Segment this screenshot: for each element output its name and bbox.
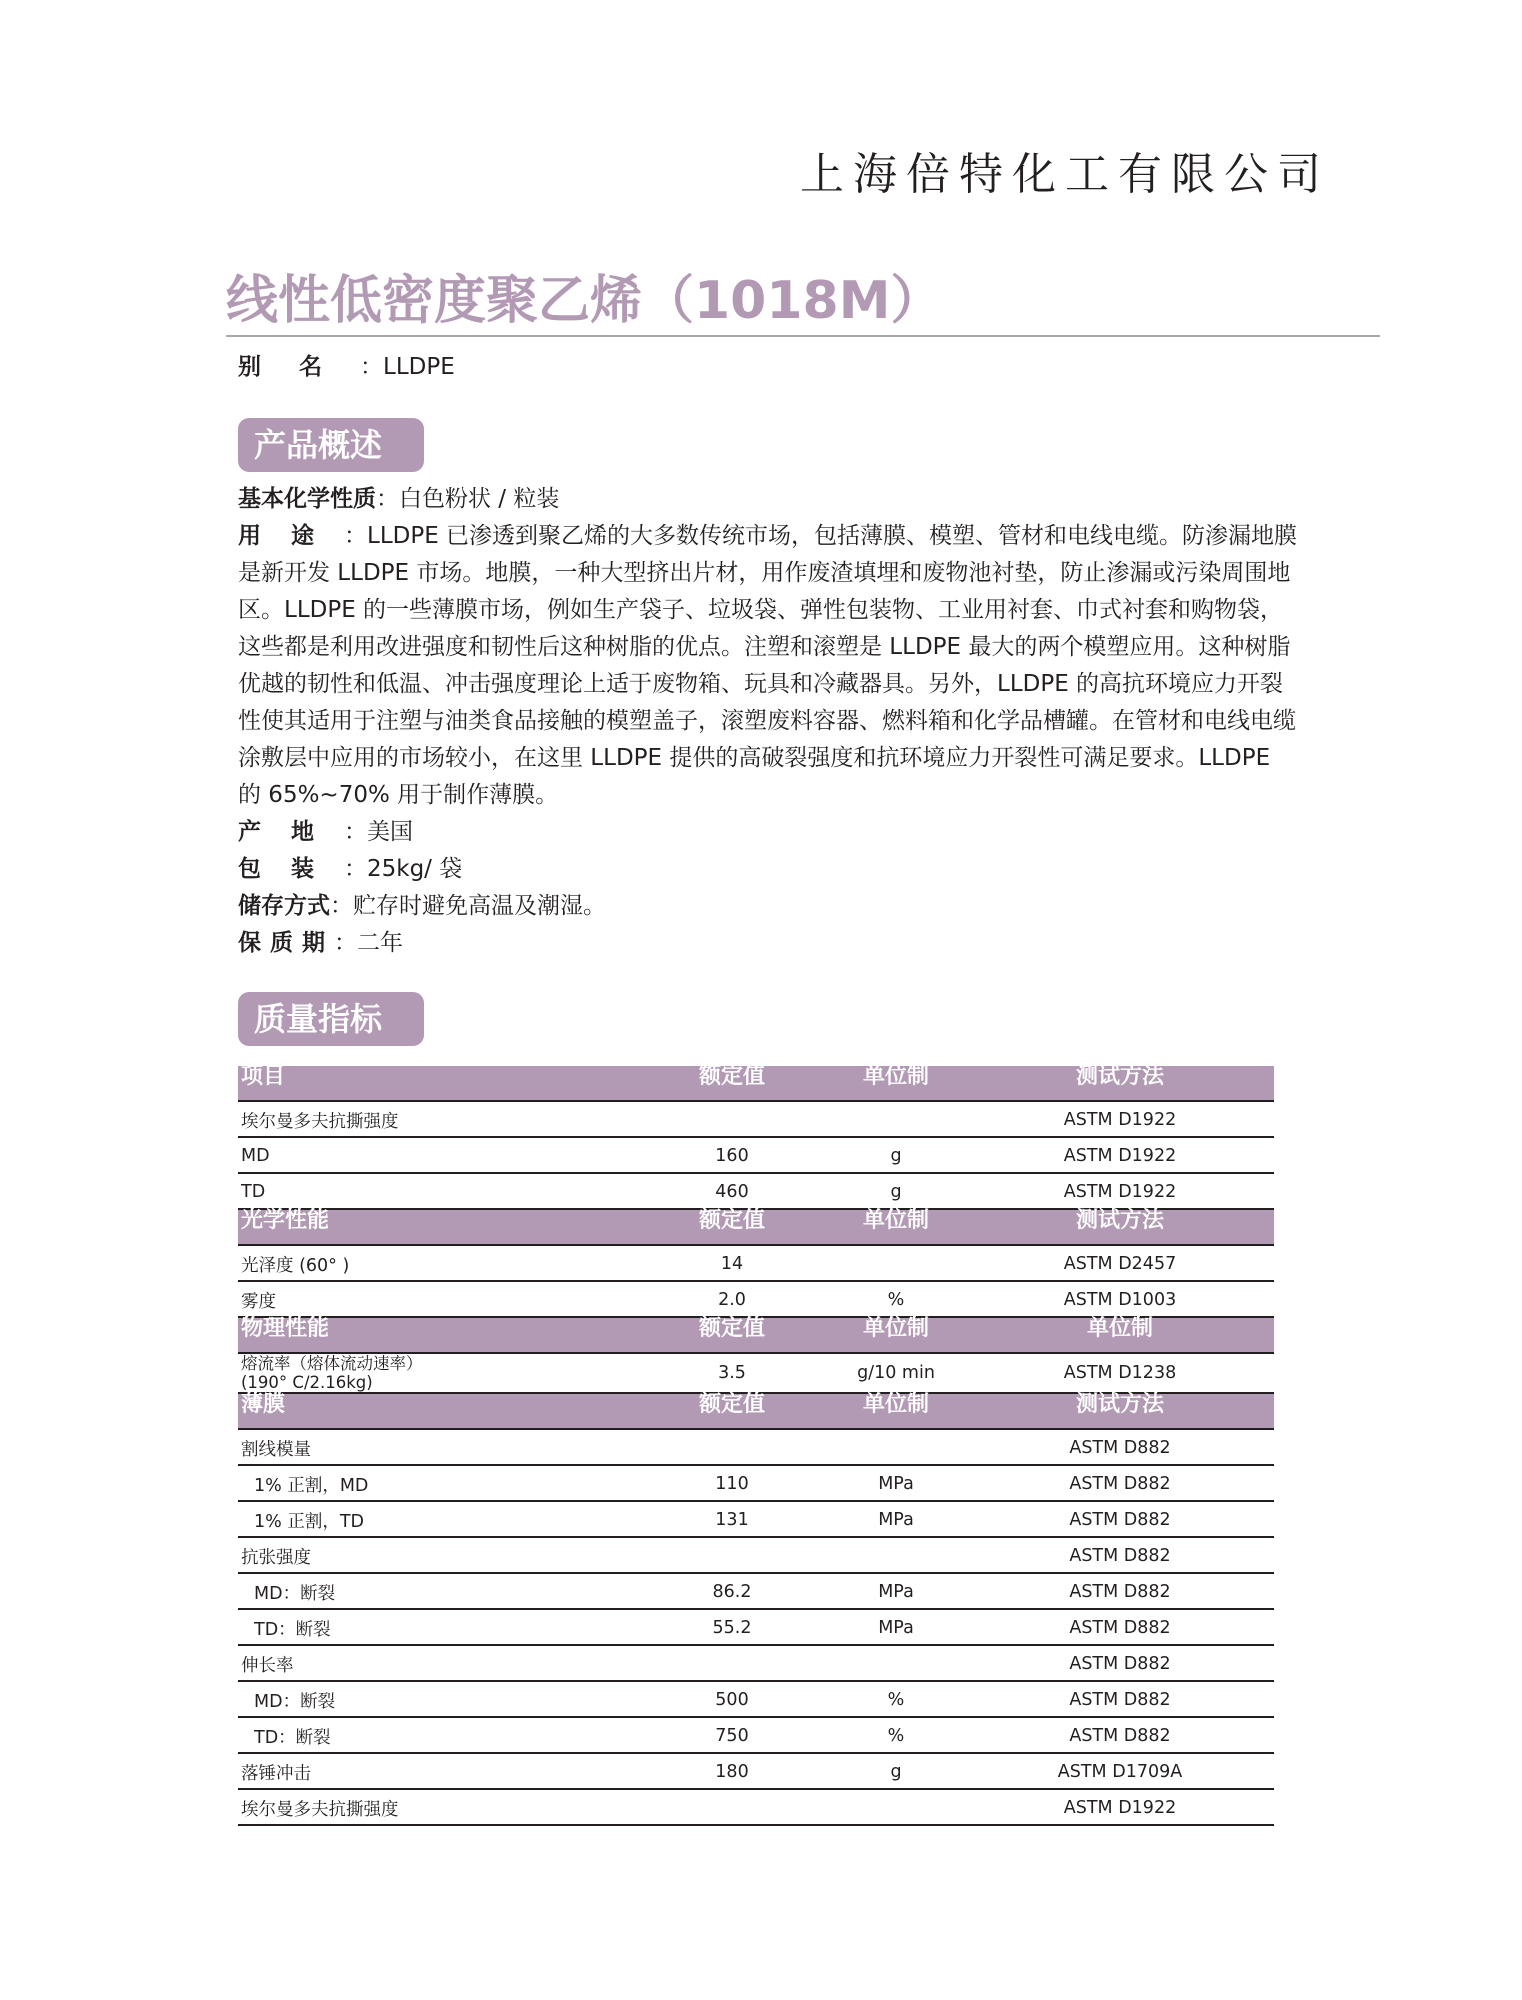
table-header-cell: 单位制 [826, 1066, 966, 1101]
table-cell: ASTM D882 [966, 1537, 1274, 1573]
table-cell [826, 1645, 966, 1681]
table-cell: TD：断裂 [238, 1717, 638, 1753]
table-cell: ASTM D1709A [966, 1753, 1274, 1789]
table-header-cell: 额定值 [638, 1317, 826, 1353]
shelf-life-line [238, 925, 1298, 962]
table-row [238, 1789, 1274, 1825]
table-row [238, 1465, 1274, 1501]
table-cell: ASTM D1922 [966, 1137, 1274, 1173]
table-header-row [238, 1317, 1274, 1353]
table-cell: MPa [826, 1573, 966, 1609]
table-cell [638, 1645, 826, 1681]
alias-value: ：LLDPE [360, 354, 455, 380]
table-cell: ASTM D1922 [966, 1789, 1274, 1825]
table-cell: g [826, 1753, 966, 1789]
table-cell [826, 1537, 966, 1573]
table-cell: ASTM D1922 [966, 1173, 1274, 1209]
table-header-cell: 项目 [238, 1066, 638, 1101]
origin-label: 产地 [238, 819, 344, 845]
table-cell [638, 1789, 826, 1825]
table-row [238, 1429, 1274, 1465]
shelf-life-value: ：二年 [334, 930, 403, 956]
storage-value: ：贮存时避免高温及潮湿。 [330, 893, 606, 919]
table-cell: ASTM D1003 [966, 1281, 1274, 1317]
table-cell: ASTM D882 [966, 1465, 1274, 1501]
table-cell: ASTM D882 [966, 1645, 1274, 1681]
table-cell: ASTM D882 [966, 1501, 1274, 1537]
origin-value: ：美国 [344, 819, 413, 845]
table-row [238, 1501, 1274, 1537]
storage-line [238, 888, 1298, 925]
table-row [238, 1245, 1274, 1281]
table-header-cell: 单位制 [826, 1317, 966, 1353]
table-cell: 割线模量 [238, 1429, 638, 1465]
table-header-row [238, 1209, 1274, 1245]
basic-property-line [238, 481, 1298, 518]
table-cell: 55.2 [638, 1609, 826, 1645]
table-header-cell: 测试方法 [966, 1209, 1274, 1245]
basic-property-value: ：白色粉状 / 粒装 [376, 486, 560, 512]
quality-table [238, 1066, 1274, 1826]
table-row [238, 1573, 1274, 1609]
table-cell: 180 [638, 1753, 826, 1789]
table-cell: g/10 min [826, 1353, 966, 1393]
table-cell: ASTM D1922 [966, 1101, 1274, 1137]
use-paragraph [238, 518, 1298, 814]
table-cell: % [826, 1281, 966, 1317]
table-header-cell: 光学性能 [238, 1209, 638, 1245]
table-cell: MPa [826, 1609, 966, 1645]
table-cell [826, 1429, 966, 1465]
table-cell: 伸长率 [238, 1645, 638, 1681]
table-cell: ASTM D1238 [966, 1353, 1274, 1393]
table-header-cell: 单位制 [826, 1393, 966, 1429]
packaging-line [238, 851, 1298, 888]
table-row [238, 1353, 1274, 1393]
table-cell: 1% 正割，TD [238, 1501, 638, 1537]
table-cell: 埃尔曼多夫抗撕强度 [238, 1789, 638, 1825]
table-row [238, 1537, 1274, 1573]
melt-flow-label: 熔流率（熔体流动速率） [241, 1354, 423, 1373]
table-cell: 雾度 [238, 1281, 638, 1317]
table-cell: 光泽度 (60° ) [238, 1245, 638, 1281]
table-row [238, 1173, 1274, 1209]
table-cell [826, 1789, 966, 1825]
storage-label: 储存方式 [238, 893, 330, 919]
table-cell: 埃尔曼多夫抗撕强度 [238, 1101, 638, 1137]
table-cell: % [826, 1717, 966, 1753]
table-row [238, 1645, 1274, 1681]
table-cell: 14 [638, 1245, 826, 1281]
table-row [238, 1137, 1274, 1173]
basic-property-label: 基本化学性质 [238, 486, 376, 512]
company-name: 上海倍特化工有限公司 [800, 149, 1330, 200]
table-cell: 3.5 [638, 1353, 826, 1393]
overview-heading: 产品概述 [238, 418, 424, 472]
table-cell: MD：断裂 [238, 1681, 638, 1717]
table-header-cell: 单位制 [966, 1317, 1274, 1353]
melt-flow-condition: (190° C/2.16kg) [241, 1373, 373, 1392]
packaging-value: ：25kg/ 袋 [344, 856, 463, 882]
table-cell: MPa [826, 1465, 966, 1501]
table-row [238, 1717, 1274, 1753]
table-cell: 2.0 [638, 1281, 826, 1317]
table-cell [638, 1537, 826, 1573]
table-row [238, 1101, 1274, 1137]
table-cell: MPa [826, 1501, 966, 1537]
table-row [238, 1753, 1274, 1789]
table-cell: 86.2 [638, 1573, 826, 1609]
table-header-cell: 物理性能 [238, 1317, 638, 1353]
table-cell: TD [238, 1173, 638, 1209]
table-row [238, 1609, 1274, 1645]
table-cell: 160 [638, 1137, 826, 1173]
table-header-row [238, 1066, 1274, 1101]
quality-table-body [238, 1066, 1274, 1825]
overview-section [238, 481, 1298, 962]
packaging-label: 包装 [238, 856, 344, 882]
table-header-cell: 测试方法 [966, 1393, 1274, 1429]
table-cell [638, 1101, 826, 1137]
table-cell: ASTM D882 [966, 1717, 1274, 1753]
table-cell: % [826, 1681, 966, 1717]
use-label: 用途 [238, 523, 344, 549]
table-header-cell: 薄膜 [238, 1393, 638, 1429]
table-cell: 750 [638, 1717, 826, 1753]
table-cell: ASTM D2457 [966, 1245, 1274, 1281]
table-cell: g [826, 1173, 966, 1209]
table-header-cell: 测试方法 [966, 1066, 1274, 1101]
table-cell: TD：断裂 [238, 1609, 638, 1645]
origin-line [238, 814, 1298, 851]
table-cell: 110 [638, 1465, 826, 1501]
alias-line [238, 348, 455, 381]
product-title: 线性低密度聚乙烯（1018M） [226, 271, 943, 331]
table-header-cell: 额定值 [638, 1066, 826, 1101]
use-text: ：LLDPE 已渗透到聚乙烯的大多数传统市场，包括薄膜、模塑、管材和电线电缆。防渗漏地膜是新开发 LLDPE 市场。地膜，一种大型挤出片材，用作废渣填埋和废物池衬垫，防止渗漏或污染周围地区。LLDPE 的一些薄膜市场，例如生产袋子、垃圾袋、弹性包装物、工业用衬套、巾式衬套和购物袋，这些都是利用改进强度和韧性后这种树脂的优点。注塑和滚塑是 LLDPE 最大的两个模塑应用。这种树脂优越的韧性和低温、冲击强度理论上适于废物箱、玩具和冷藏器具。另外，LLDPE 的高抗环境应力开裂性使其适用于注塑与油类食品接触的模塑盖子，滚塑废料容器、燃料箱和化学品槽罐。在管材和电线电缆涂敷层中应用的市场较小，在这里 LLDPE 提供的高破裂强度和抗环境应力开裂性可满足要求。LLDPE 的 65%~70% 用于制作薄膜。 [238, 523, 1298, 808]
table-row [238, 1681, 1274, 1717]
table-header-cell: 额定值 [638, 1209, 826, 1245]
quality-heading: 质量指标 [238, 992, 424, 1046]
shelf-life-label: 保质期 [238, 930, 334, 956]
table-cell: 131 [638, 1501, 826, 1537]
table-cell: 500 [638, 1681, 826, 1717]
table-cell [826, 1245, 966, 1281]
table-cell [826, 1101, 966, 1137]
alias-label: 别名 [238, 354, 360, 380]
table-cell: 1% 正割，MD [238, 1465, 638, 1501]
table-cell: 460 [638, 1173, 826, 1209]
table-cell: ASTM D882 [966, 1681, 1274, 1717]
table-header-cell: 单位制 [826, 1209, 966, 1245]
table-cell: 落锤冲击 [238, 1753, 638, 1789]
table-cell: 抗张强度 [238, 1537, 638, 1573]
table-cell: ASTM D882 [966, 1429, 1274, 1465]
table-cell [238, 1353, 638, 1393]
table-row [238, 1281, 1274, 1317]
table-cell: MD：断裂 [238, 1573, 638, 1609]
table-header-cell: 额定值 [638, 1393, 826, 1429]
table-cell [638, 1429, 826, 1465]
title-divider [226, 335, 1380, 337]
table-cell: ASTM D882 [966, 1609, 1274, 1645]
table-cell: MD [238, 1137, 638, 1173]
table-cell: g [826, 1137, 966, 1173]
table-cell: ASTM D882 [966, 1573, 1274, 1609]
table-header-row [238, 1393, 1274, 1429]
